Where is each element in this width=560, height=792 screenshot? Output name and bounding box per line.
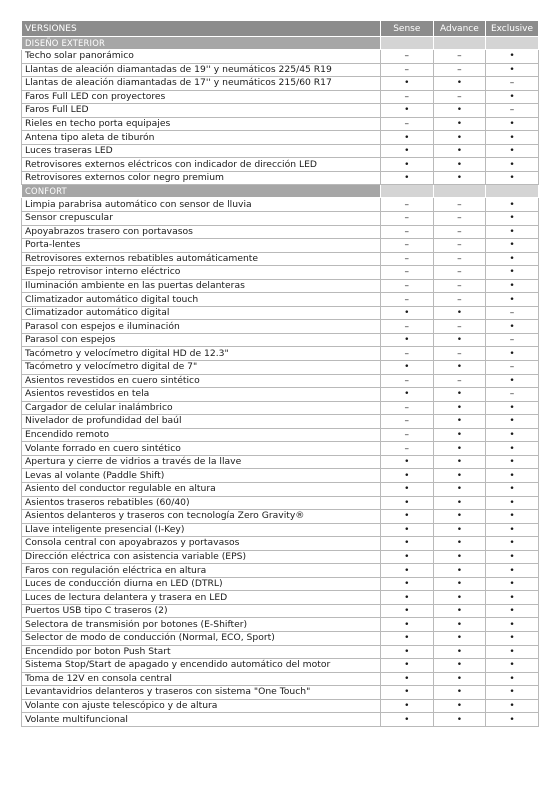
availability-cell: – <box>433 266 486 280</box>
table-row <box>22 50 539 64</box>
availability-cell: – <box>381 50 434 64</box>
availability-cell: – <box>381 212 434 226</box>
availability-cell: – <box>381 266 434 280</box>
feature-label: Sensor crepuscular <box>22 212 381 226</box>
availability-cell: • <box>486 117 539 131</box>
feature-label: Llantas de aleación diamantadas de 19'' y neumáticos 225/45 R19 <box>22 63 381 77</box>
availability-cell: • <box>381 361 434 375</box>
availability-cell: – <box>381 347 434 361</box>
availability-cell: • <box>433 550 486 564</box>
table-row <box>22 158 539 172</box>
section-title: DISEÑO EXTERIOR <box>22 37 381 50</box>
table-row <box>22 279 539 293</box>
feature-label: Iluminación ambiente en las puertas delanteras <box>22 279 381 293</box>
availability-cell: • <box>433 659 486 673</box>
availability-cell: • <box>433 631 486 645</box>
table-row <box>22 117 539 131</box>
availability-cell: • <box>486 171 539 185</box>
availability-cell: – <box>381 320 434 334</box>
availability-cell: • <box>381 618 434 632</box>
table-row <box>22 374 539 388</box>
section-header-cell <box>433 185 486 198</box>
feature-label: Selector de modo de conducción (Normal, ECO, Sport) <box>22 631 381 645</box>
availability-cell: – <box>433 239 486 253</box>
availability-cell: • <box>486 158 539 172</box>
availability-cell: • <box>433 77 486 91</box>
availability-cell: • <box>433 415 486 429</box>
availability-cell: • <box>381 537 434 551</box>
feature-label: Rieles en techo porta equipajes <box>22 117 381 131</box>
availability-cell: • <box>381 131 434 145</box>
availability-cell: – <box>381 442 434 456</box>
table-row <box>22 293 539 307</box>
availability-cell: • <box>486 659 539 673</box>
availability-cell: • <box>486 212 539 226</box>
availability-cell: • <box>381 699 434 713</box>
availability-cell: • <box>486 604 539 618</box>
table-row <box>22 239 539 253</box>
feature-label: Sistema Stop/Start de apagado y encendido automático del motor <box>22 659 381 673</box>
table-row <box>22 631 539 645</box>
availability-cell: • <box>486 90 539 104</box>
availability-cell: • <box>433 523 486 537</box>
availability-cell: • <box>486 537 539 551</box>
availability-cell: • <box>381 171 434 185</box>
availability-cell: • <box>433 510 486 524</box>
availability-cell: • <box>486 293 539 307</box>
feature-label: Volante forrado en cuero sintético <box>22 442 381 456</box>
availability-cell: • <box>486 713 539 727</box>
availability-cell: • <box>486 239 539 253</box>
availability-cell: • <box>433 537 486 551</box>
availability-cell: • <box>433 699 486 713</box>
availability-cell: • <box>486 645 539 659</box>
feature-label: Apoyabrazos trasero con portavasos <box>22 225 381 239</box>
table-row <box>22 104 539 118</box>
table-row <box>22 496 539 510</box>
availability-cell: • <box>381 591 434 605</box>
availability-cell: – <box>433 320 486 334</box>
availability-cell: • <box>486 415 539 429</box>
feature-label: Retrovisores externos rebatibles automáticamente <box>22 252 381 266</box>
table-row <box>22 415 539 429</box>
availability-cell: • <box>381 144 434 158</box>
availability-cell: – <box>381 293 434 307</box>
availability-cell: • <box>433 577 486 591</box>
availability-cell: • <box>486 591 539 605</box>
feature-label: Tacómetro y velocímetro digital de 7" <box>22 361 381 375</box>
section-header-cell <box>433 37 486 50</box>
availability-cell: – <box>381 63 434 77</box>
availability-cell: • <box>486 550 539 564</box>
availability-cell: – <box>486 104 539 118</box>
table-row <box>22 90 539 104</box>
availability-cell: – <box>433 90 486 104</box>
availability-cell: • <box>433 686 486 700</box>
availability-cell: – <box>381 198 434 212</box>
availability-cell: • <box>486 428 539 442</box>
feature-label: Espejo retrovisor interno eléctrico <box>22 266 381 280</box>
availability-cell: • <box>486 347 539 361</box>
table-row <box>22 63 539 77</box>
feature-label: Toma de 12V en consola central <box>22 672 381 686</box>
availability-cell: • <box>486 631 539 645</box>
table-row <box>22 672 539 686</box>
feature-label: Levas al volante (Paddle Shift) <box>22 469 381 483</box>
feature-label: Volante multifuncional <box>22 713 381 727</box>
availability-cell: – <box>433 347 486 361</box>
section-header-cell <box>381 37 434 50</box>
availability-cell: – <box>381 374 434 388</box>
table-row <box>22 171 539 185</box>
availability-cell: • <box>433 428 486 442</box>
table-row <box>22 144 539 158</box>
feature-label: Faros Full LED con proyectores <box>22 90 381 104</box>
availability-cell: • <box>381 645 434 659</box>
table-row <box>22 455 539 469</box>
availability-cell: – <box>433 198 486 212</box>
availability-cell: • <box>486 564 539 578</box>
availability-cell: • <box>486 577 539 591</box>
table-header <box>22 21 539 37</box>
availability-cell: • <box>381 333 434 347</box>
feature-label: Retrovisores externos eléctricos con indicador de dirección LED <box>22 158 381 172</box>
table-row <box>22 333 539 347</box>
availability-cell: – <box>433 252 486 266</box>
availability-cell: • <box>486 144 539 158</box>
table-row <box>22 618 539 632</box>
availability-cell: • <box>486 523 539 537</box>
feature-label: Faros con regulación eléctrica en altura <box>22 564 381 578</box>
availability-cell: – <box>433 374 486 388</box>
availability-cell: • <box>486 252 539 266</box>
availability-cell: • <box>381 577 434 591</box>
availability-cell: • <box>381 77 434 91</box>
availability-cell: • <box>486 482 539 496</box>
availability-cell: • <box>433 455 486 469</box>
feature-label: Asientos delanteros y traseros con tecnología Zero Gravity® <box>22 510 381 524</box>
availability-cell: • <box>433 672 486 686</box>
availability-cell: • <box>486 672 539 686</box>
header-version-exclusive: Exclusive <box>486 21 539 37</box>
availability-cell: • <box>381 469 434 483</box>
section-header-cell <box>486 37 539 50</box>
section-header-cell <box>381 185 434 198</box>
availability-cell: – <box>381 90 434 104</box>
table-row <box>22 686 539 700</box>
availability-cell: – <box>486 77 539 91</box>
feature-label: Climatizador automático digital <box>22 306 381 320</box>
availability-cell: • <box>381 631 434 645</box>
table-row <box>22 306 539 320</box>
feature-label: Limpia parabrisa automático con sensor de lluvia <box>22 198 381 212</box>
availability-cell: • <box>486 131 539 145</box>
availability-cell: • <box>486 63 539 77</box>
table-row <box>22 510 539 524</box>
availability-cell: • <box>381 659 434 673</box>
availability-cell: – <box>381 117 434 131</box>
feature-label: Luces traseras LED <box>22 144 381 158</box>
availability-cell: • <box>433 604 486 618</box>
availability-cell: • <box>381 713 434 727</box>
feature-label: Porta-lentes <box>22 239 381 253</box>
header-version-advance: Advance <box>433 21 486 37</box>
header-version-sense: Sense <box>381 21 434 37</box>
availability-cell: • <box>486 618 539 632</box>
table-row <box>22 266 539 280</box>
feature-label: Consola central con apoyabrazos y portavasos <box>22 537 381 551</box>
availability-cell: • <box>381 564 434 578</box>
availability-cell: • <box>433 645 486 659</box>
availability-cell: • <box>381 482 434 496</box>
feature-label: Selectora de transmisión por botones (E-Shifter) <box>22 618 381 632</box>
spec-body <box>22 37 539 727</box>
table-row <box>22 713 539 727</box>
availability-cell: • <box>486 198 539 212</box>
availability-cell: • <box>433 496 486 510</box>
availability-cell: • <box>433 564 486 578</box>
availability-cell: • <box>486 469 539 483</box>
table-row <box>22 252 539 266</box>
availability-cell: – <box>381 239 434 253</box>
availability-cell: • <box>433 104 486 118</box>
availability-cell: • <box>486 455 539 469</box>
section-title: CONFORT <box>22 185 381 198</box>
availability-cell: • <box>381 550 434 564</box>
feature-label: Nivelador de profundidad del baúl <box>22 415 381 429</box>
feature-label: Asientos revestidos en tela <box>22 388 381 402</box>
availability-cell: • <box>433 306 486 320</box>
availability-cell: – <box>381 415 434 429</box>
availability-cell: • <box>433 158 486 172</box>
feature-label: Volante con ajuste telescópico y de altura <box>22 699 381 713</box>
feature-label: Encendido por boton Push Start <box>22 645 381 659</box>
feature-label: Asiento del conductor regulable en altura <box>22 482 381 496</box>
table-row <box>22 645 539 659</box>
availability-cell: • <box>433 361 486 375</box>
feature-label: Encendido remoto <box>22 428 381 442</box>
feature-label: Cargador de celular inalámbrico <box>22 401 381 415</box>
availability-cell: – <box>486 306 539 320</box>
availability-cell: • <box>486 401 539 415</box>
availability-cell: – <box>381 401 434 415</box>
availability-cell: • <box>381 455 434 469</box>
availability-cell: • <box>486 266 539 280</box>
availability-cell: • <box>381 104 434 118</box>
feature-label: Antena tipo aleta de tiburón <box>22 131 381 145</box>
availability-cell: – <box>433 279 486 293</box>
table-row <box>22 659 539 673</box>
feature-label: Faros Full LED <box>22 104 381 118</box>
feature-label: Luces de lectura delantera y trasera en LED <box>22 591 381 605</box>
availability-cell: • <box>433 388 486 402</box>
spec-table <box>21 20 539 727</box>
availability-cell: • <box>381 388 434 402</box>
feature-label: Climatizador automático digital touch <box>22 293 381 307</box>
availability-cell: – <box>433 50 486 64</box>
feature-label: Puertos USB tipo C traseros (2) <box>22 604 381 618</box>
table-row <box>22 428 539 442</box>
feature-label: Techo solar panorámico <box>22 50 381 64</box>
availability-cell: • <box>486 225 539 239</box>
availability-cell: • <box>433 131 486 145</box>
table-row <box>22 401 539 415</box>
table-row <box>22 198 539 212</box>
availability-cell: – <box>486 333 539 347</box>
availability-cell: • <box>433 482 486 496</box>
availability-cell: • <box>486 320 539 334</box>
availability-cell: – <box>486 361 539 375</box>
table-row <box>22 442 539 456</box>
availability-cell: • <box>433 401 486 415</box>
availability-cell: • <box>433 618 486 632</box>
feature-label: Tacómetro y velocímetro digital HD de 12.3" <box>22 347 381 361</box>
feature-label: Apertura y cierre de vidrios a través de la llave <box>22 455 381 469</box>
availability-cell: • <box>433 713 486 727</box>
table-row <box>22 361 539 375</box>
availability-cell: • <box>433 117 486 131</box>
availability-cell: • <box>381 496 434 510</box>
availability-cell: – <box>381 428 434 442</box>
table-row <box>22 320 539 334</box>
availability-cell: • <box>381 686 434 700</box>
availability-cell: • <box>486 442 539 456</box>
feature-label: Retrovisores externos color negro premium <box>22 171 381 185</box>
availability-cell: • <box>381 604 434 618</box>
availability-cell: • <box>381 158 434 172</box>
table-row <box>22 77 539 91</box>
table-row <box>22 523 539 537</box>
table-row <box>22 577 539 591</box>
feature-label: Llave inteligente presencial (I-Key) <box>22 523 381 537</box>
table-row <box>22 699 539 713</box>
feature-label: Luces de conducción diurna en LED (DTRL) <box>22 577 381 591</box>
table-row <box>22 591 539 605</box>
table-row <box>22 469 539 483</box>
table-row <box>22 482 539 496</box>
availability-cell: • <box>486 699 539 713</box>
availability-cell: • <box>433 144 486 158</box>
availability-cell: • <box>433 591 486 605</box>
feature-label: Levantavidrios delanteros y traseros con sistema "One Touch" <box>22 686 381 700</box>
table-row <box>22 564 539 578</box>
table-row <box>22 388 539 402</box>
availability-cell: • <box>486 279 539 293</box>
feature-label: Parasol con espejos <box>22 333 381 347</box>
availability-cell: – <box>433 63 486 77</box>
feature-label: Llantas de aleación diamantadas de 17'' y neumáticos 215/60 R17 <box>22 77 381 91</box>
availability-cell: – <box>486 388 539 402</box>
availability-cell: – <box>381 252 434 266</box>
availability-cell: • <box>381 510 434 524</box>
availability-cell: • <box>486 510 539 524</box>
availability-cell: • <box>381 672 434 686</box>
table-row <box>22 225 539 239</box>
availability-cell: • <box>486 374 539 388</box>
availability-cell: • <box>433 333 486 347</box>
feature-label: Dirección eléctrica con asistencia variable (EPS) <box>22 550 381 564</box>
availability-cell: – <box>433 212 486 226</box>
availability-cell: • <box>381 306 434 320</box>
availability-cell: • <box>433 171 486 185</box>
section-header <box>22 37 539 50</box>
feature-label: Asientos traseros rebatibles (60/40) <box>22 496 381 510</box>
availability-cell: • <box>433 469 486 483</box>
availability-cell: – <box>433 225 486 239</box>
availability-cell: – <box>381 279 434 293</box>
table-row <box>22 131 539 145</box>
availability-cell: – <box>381 225 434 239</box>
availability-cell: – <box>433 293 486 307</box>
feature-label: Asientos revestidos en cuero sintético <box>22 374 381 388</box>
availability-cell: • <box>381 523 434 537</box>
section-header-cell <box>486 185 539 198</box>
availability-cell: • <box>486 496 539 510</box>
table-row <box>22 347 539 361</box>
availability-cell: • <box>486 50 539 64</box>
availability-cell: • <box>433 442 486 456</box>
feature-label: Parasol con espejos e iluminación <box>22 320 381 334</box>
header-title: VERSIONES <box>22 21 381 37</box>
table-row <box>22 212 539 226</box>
section-header <box>22 185 539 198</box>
availability-cell: • <box>486 686 539 700</box>
table-row <box>22 604 539 618</box>
table-row <box>22 537 539 551</box>
table-row <box>22 550 539 564</box>
